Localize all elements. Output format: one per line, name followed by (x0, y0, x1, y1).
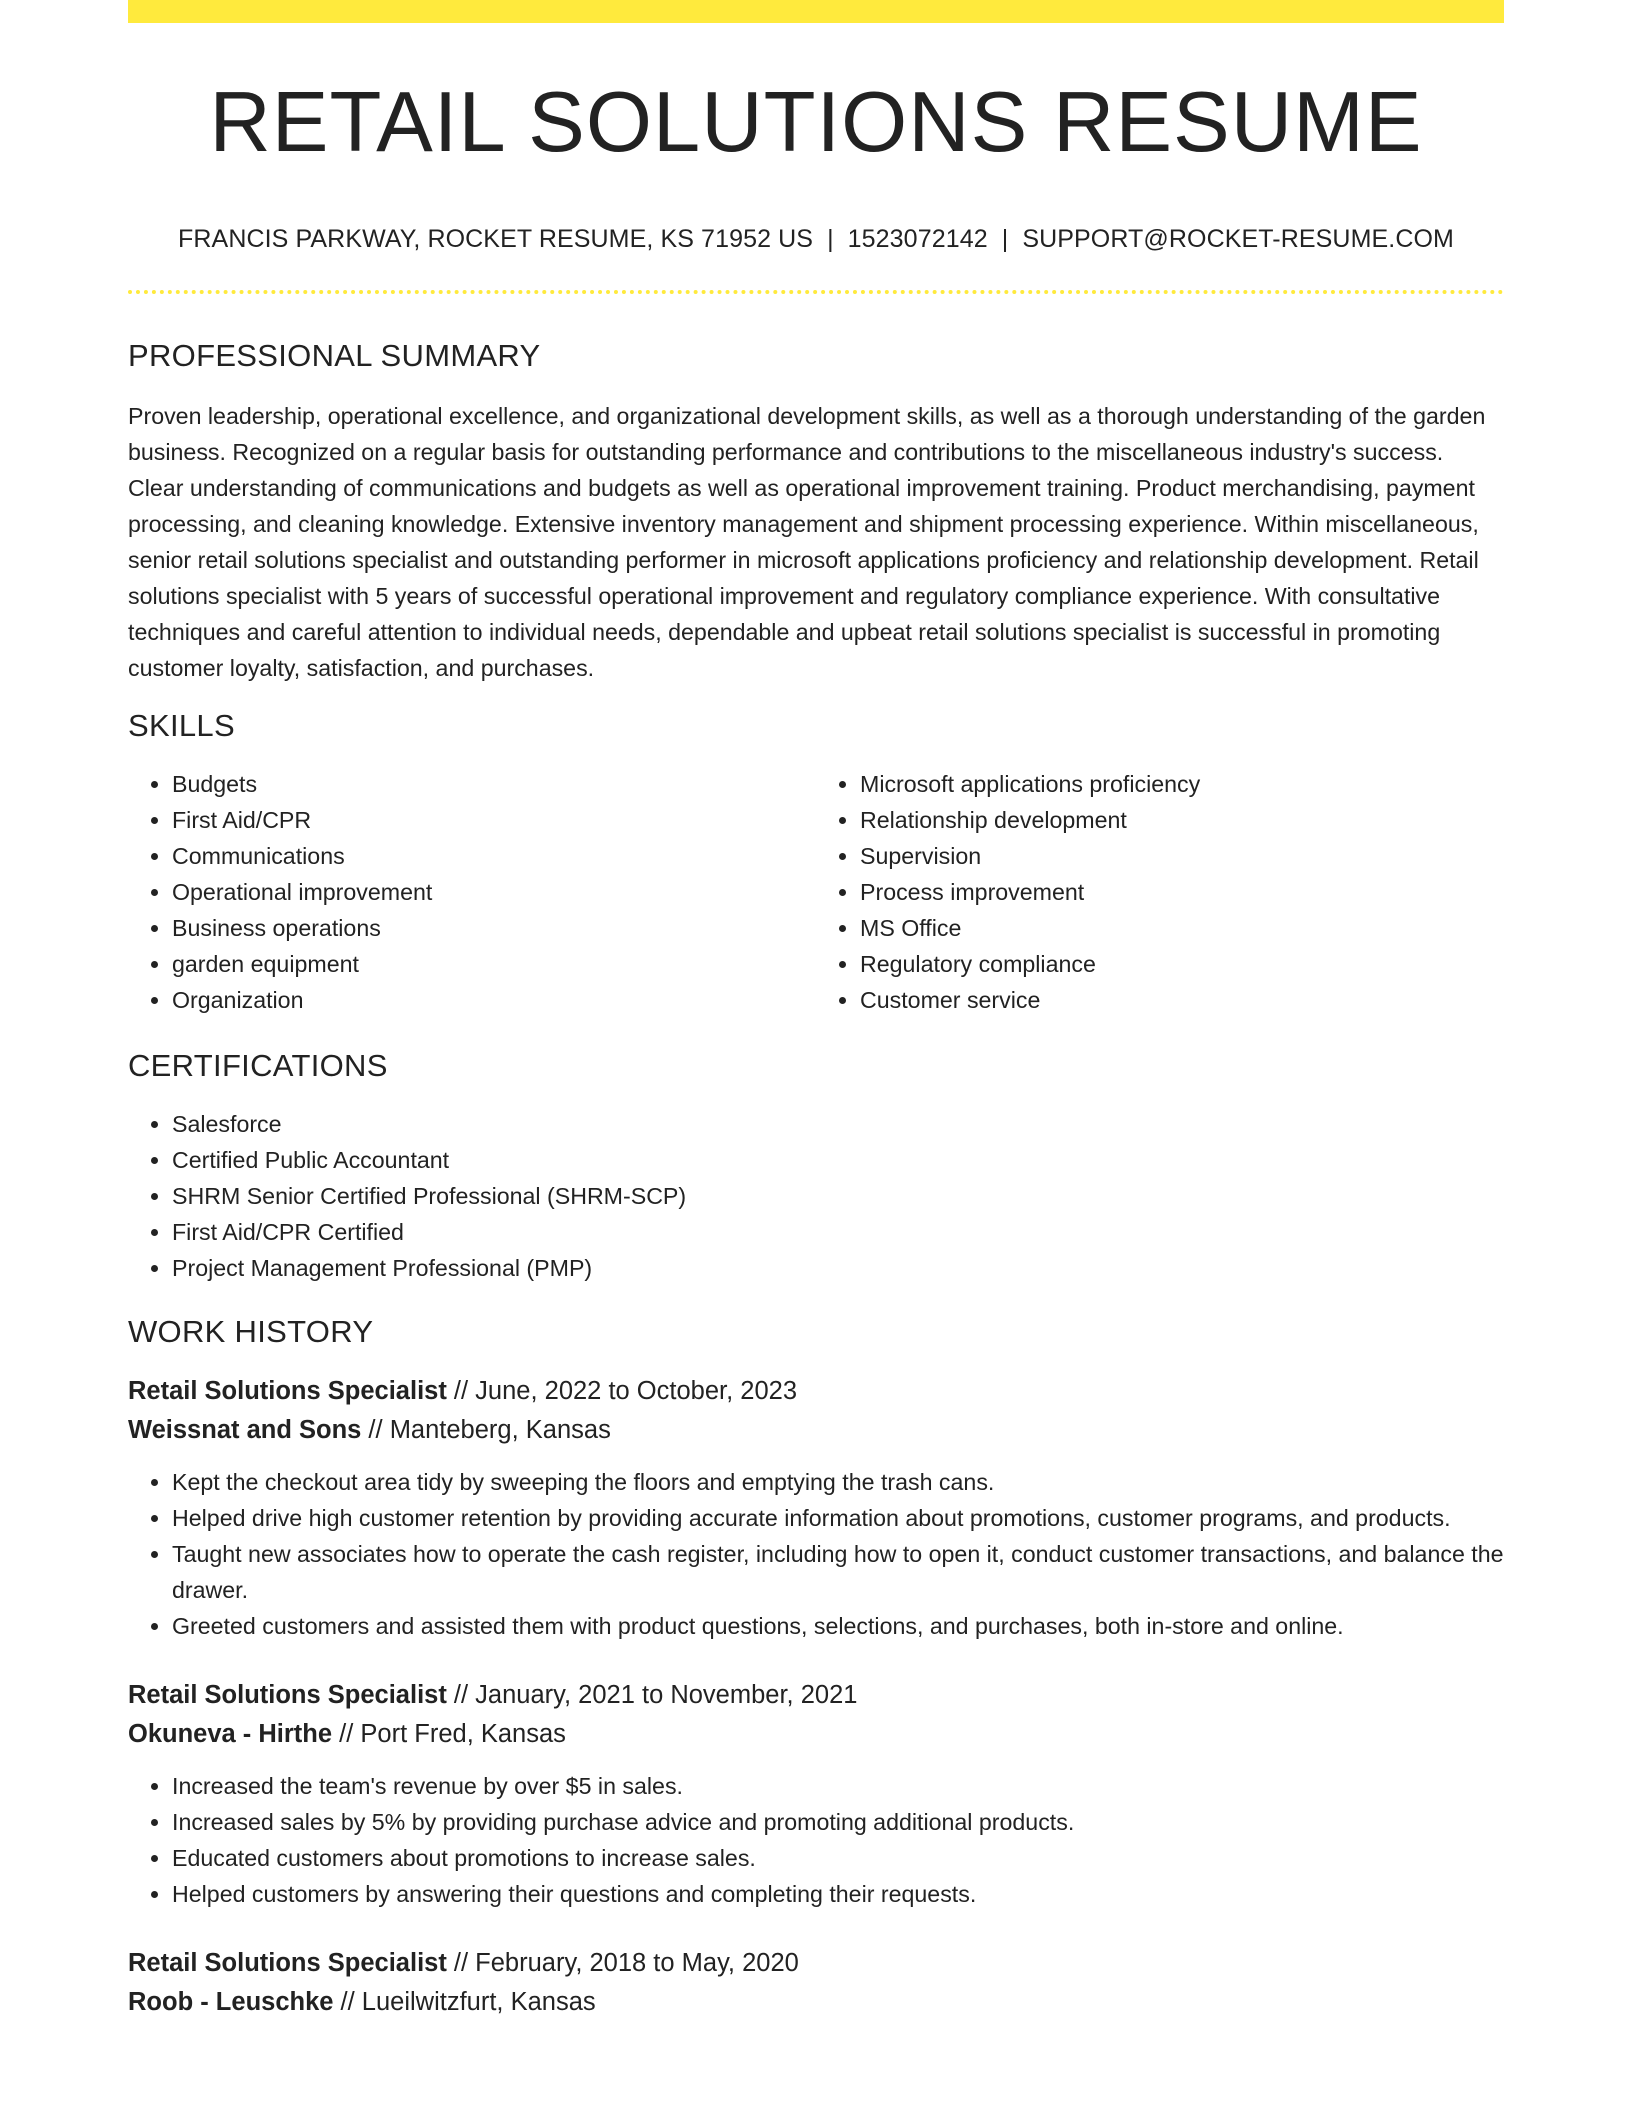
job-entry (128, 1372, 1504, 1644)
job-title: Retail Solutions Specialist (128, 1949, 447, 1978)
job-separator: // (446, 1377, 476, 1406)
skill-item: • First Aid/CPR (172, 802, 816, 838)
summary-heading: PROFESSIONAL SUMMARY (128, 338, 541, 374)
dotted-divider (128, 290, 1504, 294)
skill-item: • garden equipment (172, 946, 816, 982)
job-bullet: • Taught new associates how to operate the cash register, including how to open it, conduct customer transactions, and balance the drawer. (172, 1536, 1504, 1608)
contact-separator: | (827, 225, 834, 254)
contact-line (128, 225, 1504, 254)
job-company-line (128, 1411, 1504, 1450)
certifications-heading: CERTIFICATIONS (128, 1048, 388, 1084)
job-location: Manteberg, Kansas (389, 1416, 611, 1445)
skill-item: • Customer service (860, 982, 1504, 1018)
skill-item: • Supervision (860, 838, 1504, 874)
contact-separator: | (1001, 225, 1009, 254)
job-dates: June, 2022 to October, 2023 (475, 1377, 797, 1406)
certification-item: • Certified Public Accountant (172, 1142, 1504, 1178)
certification-item: • Salesforce (172, 1106, 1504, 1142)
contact-email: SUPPORT@ROCKET-RESUME.COM (1022, 225, 1454, 254)
job-bullets (128, 1464, 1504, 1644)
skill-item: • Microsoft applications proficiency (860, 766, 1504, 802)
skill-item: • MS Office (860, 910, 1504, 946)
job-bullet: • Educated customers about promotions to increase sales. (172, 1840, 1504, 1876)
certification-item: • SHRM Senior Certified Professional (SHRM-SCP) (172, 1178, 1504, 1214)
job-bullet: • Increased sales by 5% by providing purchase advice and promoting additional products. (172, 1804, 1504, 1840)
certification-item: • Project Management Professional (PMP) (172, 1250, 1504, 1286)
certifications-list (128, 1106, 1504, 1286)
skill-item: • Process improvement (860, 874, 1504, 910)
job-company: Weissnat and Sons (128, 1416, 362, 1445)
skill-item: • Operational improvement (172, 874, 816, 910)
skill-item: • Relationship development (860, 802, 1504, 838)
job-location: Port Fred, Kansas (360, 1720, 566, 1749)
skill-item: • Business operations (172, 910, 816, 946)
job-bullet: • Helped customers by answering their questions and completing their requests. (172, 1876, 1504, 1912)
resume-page (128, 0, 1504, 2022)
job-location: Lueilwitzfurt, Kansas (361, 1988, 596, 2017)
certification-item: • First Aid/CPR Certified (172, 1214, 1504, 1250)
job-title-line (128, 1676, 1504, 1715)
job-title: Retail Solutions Specialist (128, 1681, 447, 1710)
job-bullet: • Helped drive high customer retention by providing accurate information about promotions, customer programs, and products. (172, 1500, 1504, 1536)
job-title: Retail Solutions Specialist (128, 1377, 447, 1406)
job-dates: February, 2018 to May, 2020 (475, 1949, 799, 1978)
job-bullets (128, 1768, 1504, 1912)
job-entry (128, 1944, 1504, 2022)
job-title-line (128, 1372, 1504, 1411)
job-bullet: • Increased the team's revenue by over $5 in sales. (172, 1768, 1504, 1804)
skill-item: • Organization (172, 982, 816, 1018)
job-company: Roob - Leuschke (128, 1988, 334, 2017)
summary-text: Proven leadership, operational excellence, and organizational development skills, as well as a thorough understanding of the garden business. Recognized on a regular basis for outstanding performance and contributions to the miscellaneous industry's success. Clear understanding of communications and budgets as well as operational improvement training. Product merchandising, payment processing, and cleaning knowledge. Extensive inventory management and shipment processing experience. Within miscellaneous, senior retail solutions specialist and outstanding performer in microsoft applications proficiency and relationship development. Retail solutions specialist with 5 years of successful operational improvement and regulatory compliance experience. With consultative techniques and careful attention to individual needs, dependable and upbeat retail solutions specialist is successful in promoting customer loyalty, satisfaction, and purchases. (128, 403, 1486, 682)
contact-phone: 1523072142 (847, 225, 988, 254)
skills-list-left (128, 766, 816, 1018)
job-company-line (128, 1983, 1504, 2022)
work-history-heading: WORK HISTORY (128, 1314, 374, 1350)
job-dates: January, 2021 to November, 2021 (475, 1681, 858, 1710)
job-title-line (128, 1944, 1504, 1983)
job-company-line (128, 1715, 1504, 1754)
page-title: RETAIL SOLUTIONS RESUME (209, 75, 1423, 170)
job-company: Okuneva - Hirthe (128, 1720, 333, 1749)
job-bullet: • Kept the checkout area tidy by sweeping the floors and emptying the trash cans. (172, 1464, 1504, 1500)
job-separator: // (446, 1949, 476, 1978)
job-bullet: • Greeted customers and assisted them with product questions, selections, and purchases, both in-store and online. (172, 1608, 1504, 1644)
skills-heading: SKILLS (128, 708, 235, 744)
job-entry (128, 1676, 1504, 1912)
skills-columns (128, 766, 1504, 1018)
job-separator: // (333, 1988, 362, 2017)
skill-item: • Budgets (172, 766, 816, 802)
skill-item: • Regulatory compliance (860, 946, 1504, 982)
job-separator: // (332, 1720, 361, 1749)
job-separator: // (446, 1681, 476, 1710)
skill-item: • Communications (172, 838, 816, 874)
skills-list-right (816, 766, 1504, 1018)
job-separator: // (361, 1416, 390, 1445)
contact-address: FRANCIS PARKWAY, ROCKET RESUME, KS 71952 US (178, 225, 814, 254)
top-accent-bar (128, 0, 1504, 23)
